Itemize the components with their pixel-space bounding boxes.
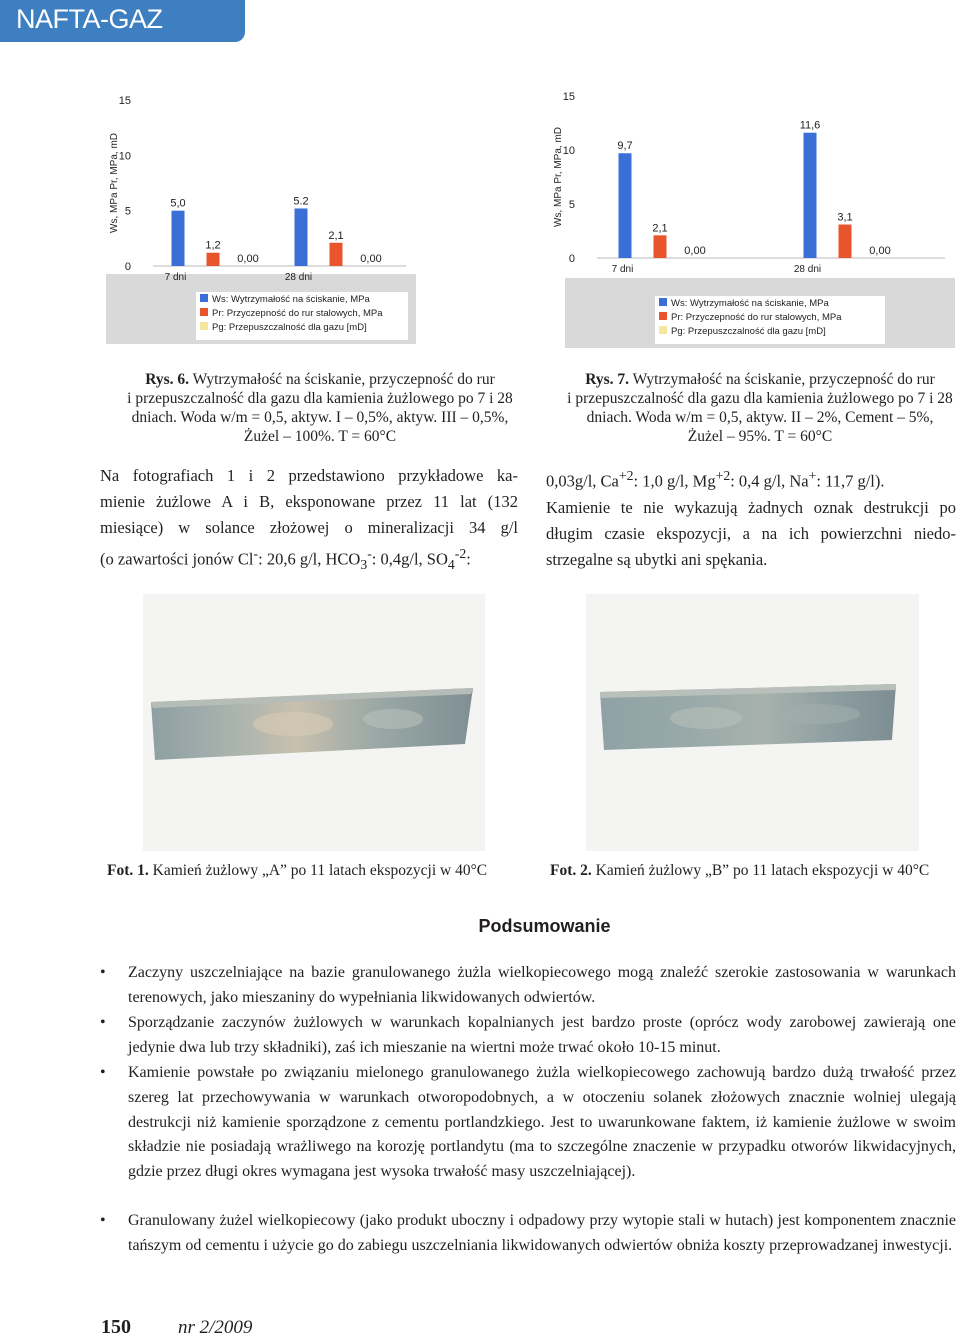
summary-bullet-text: Kamienie powstałe po związaniu mielonego granulowanego żużla wielkopiecowego zachowują bardzo dużą trwałość przez szereg lat przechowywania w warunkach otworopodobnych, a w otoczeniu solanek złożowych znacznie wolniej ulegają destrukcji niż kamienie sporządzone z cementu portlandzkiego. Jest to uwarunkowane faktem, iż kamienie żużlowe w swoim składzie nie posiadają wrażliwego na korozję portlandytu (ma to szczególne znaczenie w przypadku otworów likwidacyjnych, gdzie przez długi okres wymagana jest wysoka trwałość masy uszczelniającej). [128,1064,956,1181]
x-tick-label: 28 dni [284,272,313,283]
bar [172,211,185,266]
text-run: : 0,4g/l, SO [371,549,448,569]
right-paragraph-line-ions [546,463,956,495]
summary-bullet-3 [100,1061,956,1211]
left-paragraph [100,463,518,578]
legend-swatch [200,308,208,316]
fig7-caption-line: Wytrzymałość na ściskanie, przyczepność do rur [632,371,935,388]
bar [295,208,308,266]
photo1-caption [107,862,487,880]
fig7-caption-line: dniach. Woda w/m = 0,5, aktyw. II – 2%, Cement – 5%, [586,409,934,426]
summary-bullet-text: Granulowany żużel wielkopiecowy (jako produkt uboczny i odpadowy przy wytopie stali w hutach) jest komponentem znacznie tańszym od cementu i użycie go do zabiegu uszczelniania likwidowanych odwiertów obniża koszty przeprowadzanej inwestycji. [128,1212,956,1254]
y-tick-label: 15 [562,91,575,103]
bar [654,235,667,258]
bar [619,153,632,258]
text-run: : [466,549,471,569]
y-axis-label: Ws, MPa Pr, MPa, mD [553,126,564,228]
photo2-caption [550,862,929,880]
legend-label: Pr: Przyczepność do rur stalowych, MPa [671,312,842,323]
right-paragraph-line: strzegalne są ubytki ani spękania. [546,549,768,569]
left-paragraph-line: mienie żużlowe A i B, eksponowane przez 11 lat (132 [100,492,518,511]
legend-swatch [659,326,667,334]
chart-fig6 [101,86,416,344]
bar-value-label: 1,2 [205,239,221,252]
superscript: +2 [715,468,731,483]
legend-swatch [659,312,667,320]
photo1-caption-text: Kamień żużlowy „A” po 11 latach ekspozycji w 40°C [152,862,488,879]
text-run: 0,03g/l, Ca [546,471,619,491]
superscript: - [253,546,259,561]
subscript: 4 [447,556,455,572]
superscript: - [367,546,372,561]
bar [839,225,852,258]
bar-value-label: 0,00 [869,245,891,257]
text-run: (o zawartości jonów Cl [100,549,254,569]
x-tick-label: 28 dni [793,264,822,275]
fig6-caption-line: dniach. Woda w/m = 0,5, aktyw. I – 0,5%, aktyw. III – 0,5%, [131,409,509,426]
bar-value-label: 11,6 [799,119,821,132]
photo-slag-stone-b [586,594,919,851]
bar [207,253,220,266]
photo2-caption-text: Kamień żużlowy „B” po 11 latach ekspozycji w 40°C [595,862,930,879]
legend-label: Pg: Przepuszczalność dla gazu [mD] [671,326,826,337]
chart-fig6-svg [101,86,416,344]
bar-value-label: 0,00 [684,245,706,257]
summary-bullet-text: Zaczyny uszczelniające na bazie granulowanego żużla wielkopiecowego mogą znaleźć szerokie zastosowania w warunkach terenowych, jako mieszaniny do wypełniania likwidowanych odwiertów. [128,964,956,1006]
x-tick-label: 7 dni [164,272,187,283]
text-run: : 0,4 g/l, Na [730,471,809,491]
legend-label: Pg: Przepuszczalność dla gazu [mD] [212,322,367,333]
bar-value-label: 3,1 [837,211,853,224]
chart-fig7-svg [545,86,955,348]
fig7-caption-line: i przepuszczalność dla gazu dla kamienia żużlowego po 7 i 28 [567,390,953,407]
text-run: : 20,6 g/l, HCO [258,549,361,569]
page-number: 150 [101,1316,131,1338]
legend-swatch [200,294,208,302]
slag-stone-a-image [143,594,485,851]
summary-bullet-text: Sporządzanie zaczynów żużlowych w warunkach kopalnianych jest bardzo proste (oprócz wody zarobowej zawierają one jedynie dwa lub trzy składniki), zaś ich mieszanie na wiertni może trwać około 10-15 minut. [128,1014,956,1056]
fig7-caption-line: Żużel – 95%. T = 60°C [687,428,833,445]
issue-number: nr 2/2009 [178,1317,253,1338]
bar [330,243,343,266]
y-tick-label: 5 [124,205,131,218]
y-tick-label: 0 [124,261,131,273]
bar-value-label: 0,00 [360,253,382,265]
legend-label: Pr: Przyczepność do rur stalowych, MPa [212,308,383,319]
legend-swatch [200,322,208,330]
summary-bullet-1 [100,961,956,1011]
fig6-label: Rys. 6. [145,371,190,388]
fig6-caption-line: Żużel – 100%. T = 60°C [243,428,397,445]
left-paragraph-line: Na fotografiach 1 i 2 przedstawiono przykładowe ka- [100,466,518,485]
superscript: + [808,468,817,483]
summary-heading: Podsumowanie [478,916,611,936]
right-paragraph [546,463,956,573]
fig6-caption-line: i przepuszczalność dla gazu dla kamienia żużlowego po 7 i 28 [127,390,513,407]
journal-header-tab [0,0,245,42]
superscript: +2 [618,468,634,483]
legend-label: Ws: Wytrzymałość na ściskanie, MPa [671,298,829,309]
chart-fig7 [545,86,955,348]
bullet-icon: • [100,1014,106,1031]
bar-value-label: 5,0 [170,197,186,210]
text-run: : 1,0 g/l, Mg [633,471,716,491]
left-paragraph-line: miesiące) w solance złożowej o mineralizacji 34 g/l [100,518,518,537]
y-tick-label: 0 [568,253,575,265]
bullet-icon: • [100,964,106,981]
summary-bullet-2 [100,1011,956,1061]
photo-slag-stone-a [143,594,485,851]
left-paragraph-line-ions [100,541,518,578]
slag-stone-b-image [586,594,919,851]
bar-value-label: 9,7 [617,140,633,153]
subscript: 3 [360,556,368,572]
fig7-label: Rys. 7. [585,371,630,388]
summary-bullet-4 [100,1209,956,1284]
bar [804,133,817,258]
superscript: -2 [454,546,467,561]
bullet-icon: • [100,1064,106,1081]
bar-value-label: 0,00 [237,253,259,265]
y-tick-label: 15 [118,95,131,107]
photo2-label: Fot. 2. [550,862,592,879]
x-tick-label: 7 dni [611,264,634,275]
right-paragraph-line: długim czasie ekspozycji, a na ich powierzchni niedo- [546,523,956,543]
y-axis-label: Ws, MPa Pr, MPa, mD [109,132,120,234]
y-tick-label: 5 [568,199,575,211]
text-run: : 11,7 g/l). [816,471,885,491]
fig6-caption-line: Wytrzymałość na ściskanie, przyczepność do rur [192,371,495,388]
y-tick-label: 10 [562,145,575,157]
fig6-caption [100,370,540,446]
fig7-caption [540,370,960,446]
bar-value-label: 5.2 [293,195,309,208]
photo1-label: Fot. 1. [107,862,149,879]
legend-label: Ws: Wytrzymałość na ściskanie, MPa [212,294,370,305]
bar-value-label: 2,1 [328,229,344,242]
right-paragraph-line: Kamienie te nie wykazują żadnych oznak destrukcji po [546,497,956,517]
bullet-icon: • [100,1212,106,1229]
legend-swatch [659,298,667,306]
bar-value-label: 2,1 [652,222,668,235]
y-tick-label: 10 [118,150,131,163]
journal-title: NAFTA-GAZ [16,4,163,34]
